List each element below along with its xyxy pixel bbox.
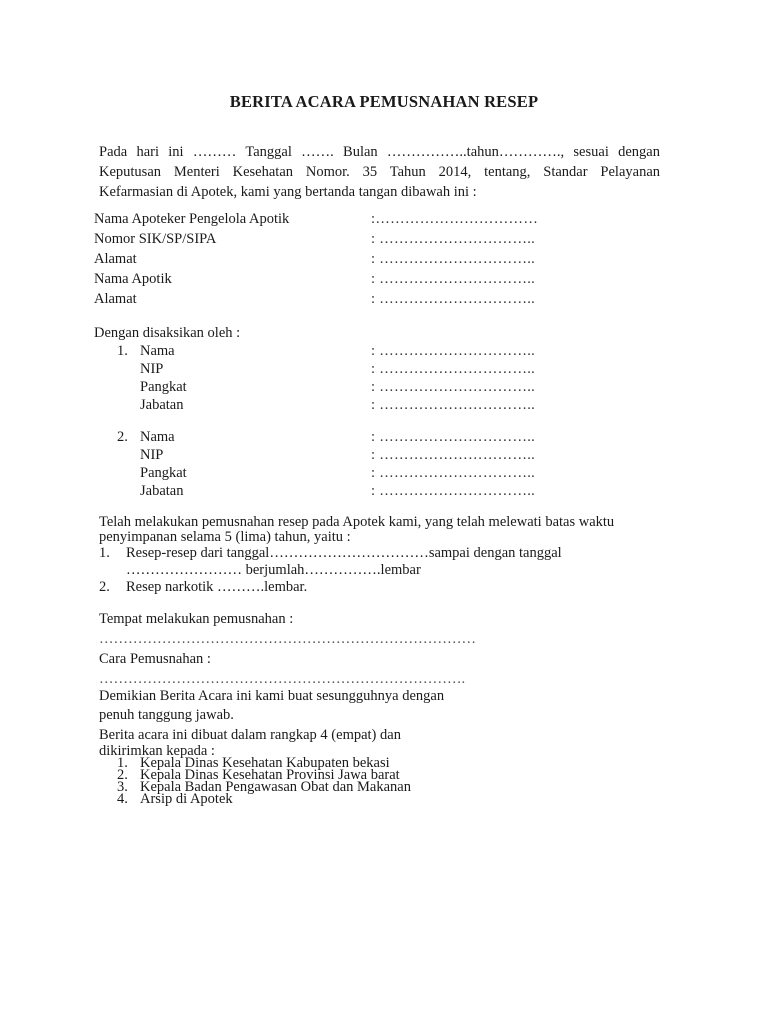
witness-field-value[interactable]: : ………………………….. [371,447,536,463]
method-value[interactable]: …………………………………………………………………. [99,671,466,687]
witness-field-value[interactable]: : ………………………….. [371,429,536,445]
witness-field-label: Jabatan [140,483,184,499]
intro-line-2: Keputusan Menteri Kesehatan Nomor. 35 Tahun 2014, tentang, Standar Pelayanan [99,164,660,180]
witness-field-label: Pangkat [140,379,187,395]
field-label-alamat-apotik: Alamat [94,291,137,307]
field-label-nama-apotik: Nama Apotik [94,271,172,287]
method-label: Cara Pemusnahan : [99,651,211,667]
destruction-statement [99,515,614,545]
witness-field-label: Nama [140,343,175,359]
destruction-item-1-number: 1. [99,545,110,561]
intro-line-1: Pada hari ini ……… Tanggal ……. Bulan ……………..tahun…………., sesuai dengan [99,144,660,160]
recipient-item: Arsip di Apotek [140,791,233,807]
recipient-item: Kepala Dinas Kesehatan Provinsi Jawa barat [140,767,400,783]
recipient-number: 2. [117,767,128,783]
witness-field-value[interactable]: : ………………………….. [371,379,536,395]
witness-field-value[interactable]: : ………………………….. [371,397,536,413]
closing-line-3: Berita acara ini dibuat dalam rangkap 4 (empat) dan [99,727,401,743]
closing-line-1: Demikian Berita Acara ini kami buat sesungguhnya dengan [99,688,445,704]
field-value-sik[interactable]: : ………………………….. [371,231,536,247]
destruction-item-1-line-2[interactable]: …………………… berjumlah…………….lembar [126,562,421,578]
witness-field-value[interactable]: : ………………………….. [371,465,536,481]
witness-field-label: Jabatan [140,397,184,413]
document-title: BERITA ACARA PEMUSNAHAN RESEP [229,92,539,111]
field-label-sik: Nomor SIK/SP/SIPA [94,231,217,247]
destruction-item-2-line-1[interactable]: Resep narkotik ……….lembar. [126,579,308,595]
intro-line-3: Kefarmasian di Apotek, kami yang bertanda tangan dibawah ini : [99,184,477,200]
closing-line-2: penuh tanggung jawab. [99,707,234,723]
place-label: Tempat melakukan pemusnahan : [99,611,294,627]
field-label-apoteker: Nama Apoteker Pengelola Apotik [94,211,290,227]
recipient-number: 1. [117,755,128,771]
witness-number: 2. [117,429,128,445]
intro-paragraph [99,142,660,202]
witness-number: 1. [117,343,128,359]
witness-field-value[interactable]: : ………………………….. [371,483,536,499]
destruction-line-2: penyimpanan selama 5 (lima) tahun, yaitu : [99,529,351,545]
destruction-item-1-line-1[interactable]: Resep-resep dari tanggal……………………………sampai dengan tanggal [126,545,562,561]
recipient-number: 3. [117,779,128,795]
place-value[interactable]: …………………………………………………………………… [99,631,476,647]
field-value-alamat[interactable]: : ………………………….. [371,251,536,267]
witness-heading: Dengan disaksikan oleh : [94,325,241,341]
destruction-line-1: Telah melakukan pemusnahan resep pada Apotek kami, yang telah melewati batas waktu [99,514,615,530]
witness-field-label: Pangkat [140,465,187,481]
field-label-alamat: Alamat [94,251,137,267]
field-value-alamat-apotik[interactable]: : ………………………….. [371,291,536,307]
recipient-item: Kepala Dinas Kesehatan Kabupaten bekasi [140,755,390,771]
closing-line-4: dikirimkan kepada : [99,743,215,759]
field-value-nama-apotik[interactable]: : ………………………….. [371,271,536,287]
witness-field-label: NIP [140,447,164,463]
witness-field-label: NIP [140,361,164,377]
destruction-item-2-number: 2. [99,579,110,595]
witness-field-value[interactable]: : ………………………….. [371,361,536,377]
recipient-number: 4. [117,791,128,807]
recipient-item: Kepala Badan Pengawasan Obat dan Makanan [140,779,411,795]
witness-field-label: Nama [140,429,175,445]
field-value-apoteker[interactable]: :…………………………… [371,211,539,227]
witness-field-value[interactable]: : ………………………….. [371,343,536,359]
